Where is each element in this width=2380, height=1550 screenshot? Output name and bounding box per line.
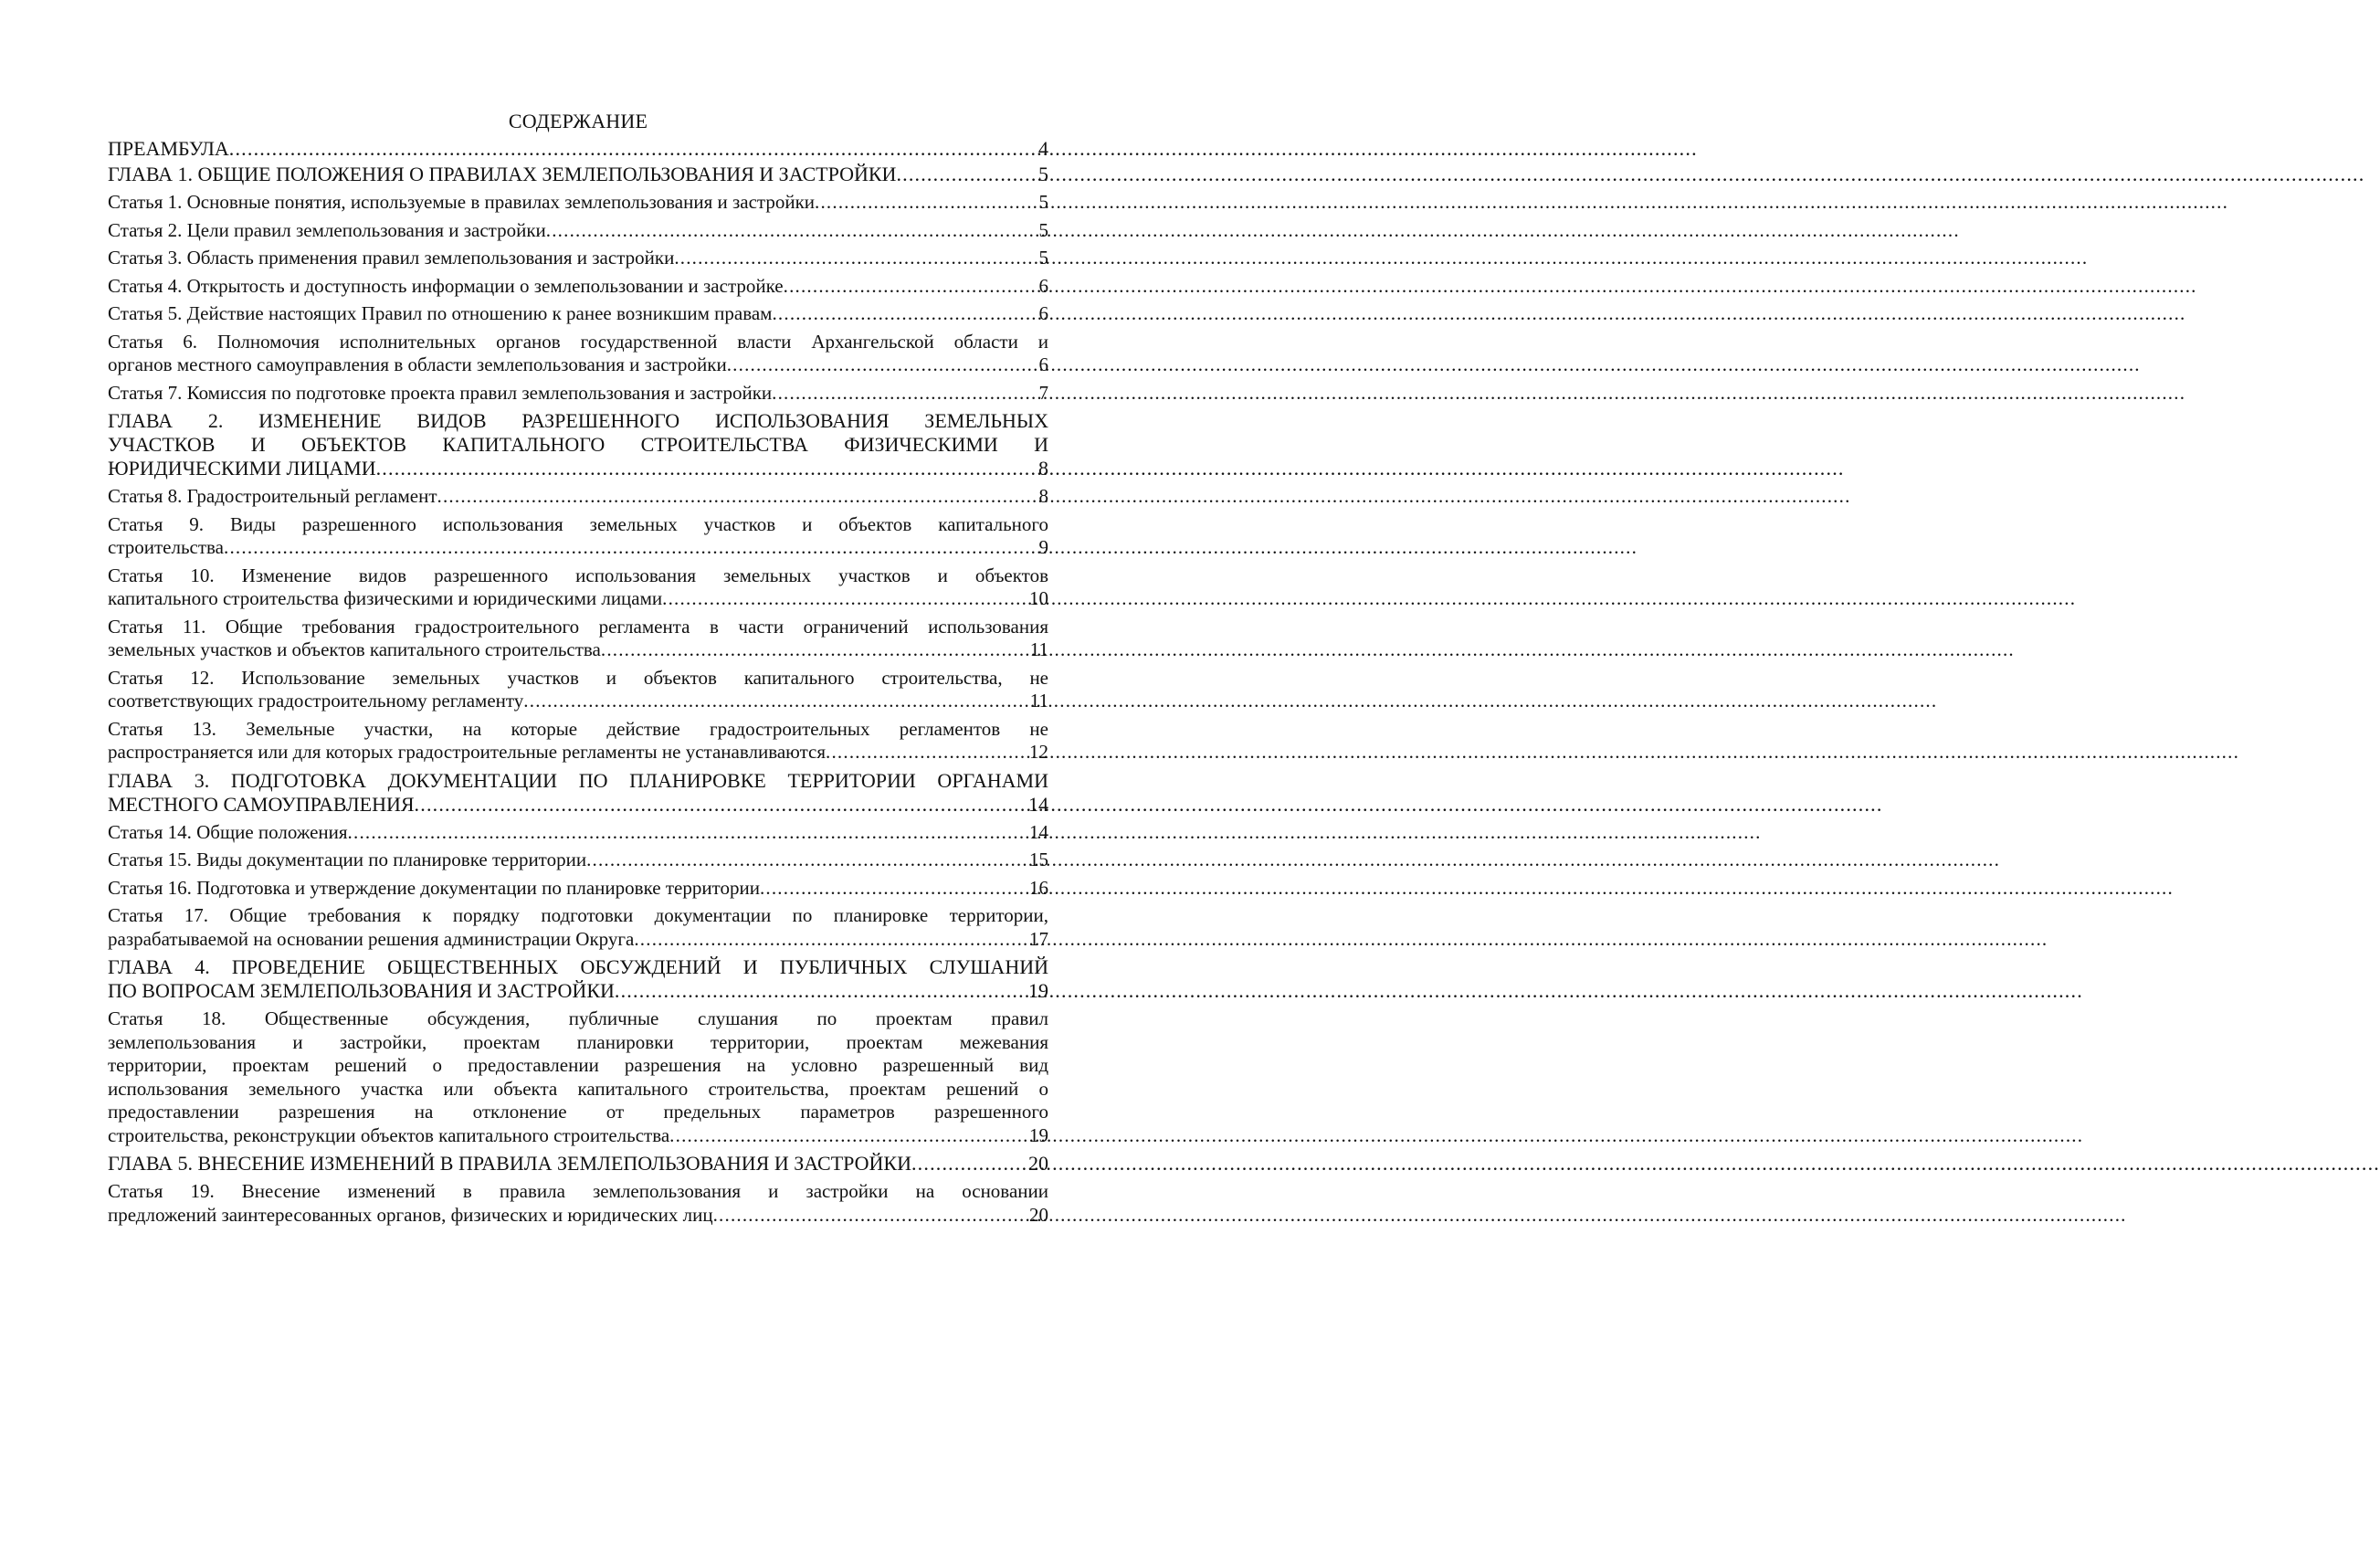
toc-entry-leader-row: [108, 353, 1048, 377]
toc-entry-article[interactable]: [108, 667, 1048, 713]
toc-entry-text-line: использования земельного участка или объекта капитального строительства, проектам решений о: [108, 1077, 1048, 1100]
toc-page-number: 8: [1038, 457, 1048, 480]
toc-page-number: 5: [1038, 191, 1048, 213]
toc-entry-article[interactable]: [108, 821, 1048, 845]
toc-entry-text: ЮРИДИЧЕСКИМИ ЛИЦАМИ: [108, 457, 376, 480]
toc-entry-text: ПО ВОПРОСАМ ЗЕМЛЕПОЛЬЗОВАНИЯ И ЗАСТРОЙКИ: [108, 979, 615, 1002]
toc-entry-chapter[interactable]: [108, 409, 1048, 480]
toc-list: [108, 137, 1048, 1227]
leader-dots: [911, 1152, 1025, 1176]
leader-dots: [727, 353, 1036, 377]
toc-entry-article[interactable]: [108, 331, 1048, 377]
toc-entry-text-line: Статья 19. Внесение изменений в правила землепользования и застройки на основании: [108, 1180, 1048, 1202]
toc-entry-article[interactable]: [108, 564, 1048, 611]
leader-dots: [437, 485, 1036, 509]
leader-dots: [760, 877, 1026, 901]
toc-entry-leader-row: [108, 877, 1048, 901]
leader-dots: [224, 536, 1035, 560]
toc-entry-leader-row: [108, 741, 1048, 764]
toc-page-number: 4: [1038, 137, 1048, 160]
toc-entry-text: Статья 14. Общие положения: [108, 820, 348, 843]
toc-entry-article[interactable]: [108, 849, 1048, 872]
toc-entry-leader-row: [108, 849, 1048, 872]
toc-entry-article[interactable]: [108, 219, 1048, 243]
toc-entry-chapter[interactable]: [108, 769, 1048, 817]
toc-page-number: 15: [1029, 849, 1048, 870]
leader-dots: [634, 928, 1026, 952]
toc-entry-leader-row: [108, 928, 1048, 952]
toc-page-number: 6: [1038, 274, 1048, 297]
toc-entry-text-line: Статья 6. Полномочия исполнительных органов государственной власти Архангельской области и: [108, 330, 1048, 353]
toc-entry-leader-row: [108, 1152, 1048, 1176]
toc-entry-text: Статья 2. Цели правил землепользования и застройки: [108, 218, 546, 241]
toc-entry-text-line: ГЛАВА 4. ПРОВЕДЕНИЕ ОБЩЕСТВЕННЫХ ОБСУЖДЕНИЙ И ПУБЛИЧНЫХ СЛУШАНИЙ: [108, 955, 1048, 978]
toc-entry-leader-row: [108, 1124, 1048, 1148]
leader-dots: [669, 1124, 1026, 1148]
toc-entry-text-line: Статья 17. Общие требования к порядку подготовки документации по планировке территории,: [108, 904, 1048, 926]
toc-entry-article[interactable]: [108, 382, 1048, 406]
leader-dots: [772, 302, 1035, 326]
toc-entry-leader-row: [108, 793, 1048, 817]
toc-entry-leader-row: [108, 191, 1048, 215]
toc-entry-text: Статья 15. Виды документации по планировке территории: [108, 849, 587, 870]
toc-entry-text-line: Статья 13. Земельные участки, на которые действие градостроительных регламентов не: [108, 717, 1048, 740]
document-page: [108, 108, 1048, 1231]
toc-page-number: 11: [1029, 638, 1048, 660]
toc-entry-leader-row: [108, 821, 1048, 845]
toc-page-number: 14: [1028, 792, 1048, 816]
toc-entry-chapter[interactable]: [108, 163, 1048, 186]
toc-entry-text: ГЛАВА 5. ВНЕСЕНИЕ ИЗМЕНЕНИЙ В ПРАВИЛА ЗЕМЛЕПОЛЬЗОВАНИЯ И ЗАСТРОЙКИ: [108, 1152, 911, 1175]
toc-entry-leader-row: [108, 382, 1048, 406]
toc-entry-leader-row: [108, 1204, 1048, 1228]
leader-dots: [415, 793, 1025, 817]
toc-entry-text: МЕСТНОГО САМОУПРАВЛЕНИЯ: [108, 792, 415, 816]
toc-entry-text: разрабатываемой на основании решения администрации Округа: [108, 927, 635, 950]
leader-dots: [601, 638, 1027, 662]
toc-page-number: 17: [1029, 927, 1048, 950]
toc-entry-text: ПРЕАМБУЛА: [108, 137, 229, 160]
leader-dots: [772, 382, 1035, 406]
toc-page-number: 5: [1038, 247, 1048, 269]
toc-page-number: 11: [1029, 690, 1048, 712]
toc-entry-article[interactable]: [108, 718, 1048, 764]
toc-page-number: 14: [1029, 820, 1048, 843]
toc-entry-leader-row: [108, 275, 1048, 299]
toc-entry-preamble[interactable]: [108, 137, 1048, 161]
toc-page-number: 6: [1038, 302, 1048, 324]
toc-entry-text-line: Статья 11. Общие требования градостроительного регламента в части ограничений использования: [108, 615, 1048, 638]
leader-dots: [229, 137, 1035, 161]
toc-entry-article[interactable]: [108, 302, 1048, 326]
toc-entry-text: Статья 7. Комиссия по подготовке проекта правил землепользования и застройки: [108, 381, 773, 404]
toc-entry-text: Статья 4. Открытость и доступность информации о землепользовании и застройке: [108, 274, 784, 297]
leader-dots: [784, 275, 1036, 299]
leader-dots: [674, 247, 1035, 270]
leader-dots: [896, 163, 1035, 186]
toc-entry-text: органов местного самоуправления в области землепользования и застройки: [108, 353, 727, 375]
toc-entry-text-line: предоставлении разрешения на отклонение от предельных параметров разрешенного: [108, 1101, 1048, 1123]
toc-entry-text-line: территории, проектам решений о предоставлении разрешения на условно разрешенный вид: [108, 1054, 1048, 1076]
toc-entry-text: Статья 8. Градостроительный регламент: [108, 485, 437, 507]
toc-entry-text-line: Статья 12. Использование земельных участков и объектов капитального строительства, не: [108, 666, 1048, 689]
leader-dots: [815, 191, 1035, 215]
toc-entry-leader-row: [108, 219, 1048, 243]
toc-entry-leader-row: [108, 587, 1048, 611]
toc-page-number: 20: [1028, 1152, 1048, 1175]
toc-entry-text: предложений заинтересованных органов, физических и юридических лиц: [108, 1203, 713, 1226]
toc-page-number: 5: [1038, 218, 1048, 241]
toc-entry-chapter[interactable]: [108, 1152, 1048, 1176]
toc-entry-leader-row: [108, 536, 1048, 560]
leader-dots: [713, 1204, 1026, 1228]
toc-entry-text: строительства: [108, 536, 225, 558]
toc-entry-leader-row: [108, 137, 1048, 161]
toc-entry-text-line: Статья 10. Изменение видов разрешенного использования земельных участков и объектов: [108, 564, 1048, 586]
toc-page-number: 19: [1029, 1123, 1048, 1146]
toc-entry-article[interactable]: [108, 485, 1048, 509]
toc-page-number: 20: [1029, 1203, 1048, 1226]
leader-dots: [376, 457, 1035, 480]
toc-entry-text: ГЛАВА 1. ОБЩИЕ ПОЛОЖЕНИЯ О ПРАВИЛАХ ЗЕМЛЕПОЛЬЗОВАНИЯ И ЗАСТРОЙКИ: [108, 163, 897, 185]
leader-dots: [348, 821, 1026, 845]
toc-entry-text-line: землепользования и застройки, проектам планировки территории, проектам межевания: [108, 1030, 1048, 1053]
toc-entry-text: капитального строительства физическими и юридическими лицами: [108, 587, 663, 609]
toc-entry-text-line: ГЛАВА 2. ИЗМЕНЕНИЕ ВИДОВ РАЗРЕШЕННОГО ИСПОЛЬЗОВАНИЯ ЗЕМЕЛЬНЫХ: [108, 409, 1048, 432]
toc-entry-article[interactable]: [108, 877, 1048, 901]
toc-entry-text: Статья 1. Основные понятия, используемые в правилах землепользования и застройки: [108, 191, 816, 213]
toc-entry-leader-row: [108, 302, 1048, 326]
toc-entry-text: Статья 5. Действие настоящих Правил по отношению к ранее возникшим правам: [108, 302, 773, 324]
toc-title: СОДЕРЖАНИЕ: [508, 110, 648, 132]
toc-entry-text: Статья 16. Подготовка и утверждение документации по планировке территории: [108, 876, 760, 899]
toc-entry-text: соответствующих градостроительному регламенту: [108, 690, 524, 712]
toc-page-number: 6: [1038, 353, 1048, 375]
toc-entry-leader-row: [108, 690, 1048, 713]
toc-entry-article[interactable]: [108, 616, 1048, 662]
toc-entry-text: земельных участков и объектов капитального строительства: [108, 638, 601, 660]
toc-entry-article[interactable]: [108, 513, 1048, 560]
toc-entry-leader-row: [108, 163, 1048, 186]
toc-page-number: 19: [1028, 979, 1048, 1002]
leader-dots: [523, 690, 1026, 713]
toc-entry-chapter[interactable]: [108, 955, 1048, 1003]
toc-page-number: 8: [1038, 485, 1048, 507]
leader-dots: [586, 849, 1026, 872]
leader-dots: [546, 219, 1036, 243]
toc-page-number: 7: [1038, 381, 1048, 404]
toc-entry-leader-row: [108, 979, 1048, 1003]
toc-entry-text-line: Статья 18. Общественные обсуждения, публичные слушания по проектам правил: [108, 1007, 1048, 1029]
toc-page-number: 16: [1029, 876, 1048, 899]
toc-page-number: 10: [1029, 587, 1048, 609]
leader-dots: [826, 741, 1026, 764]
toc-entry-text: строительства, реконструкции объектов капитального строительства: [108, 1123, 670, 1146]
toc-page-number: 12: [1029, 741, 1048, 763]
toc-entry-article[interactable]: [108, 904, 1048, 951]
toc-entry-leader-row: [108, 485, 1048, 509]
toc-entry-article[interactable]: [108, 191, 1048, 215]
toc-entry-text: Статья 3. Область применения правил землепользования и застройки: [108, 247, 675, 269]
toc-entry-text-line: ГЛАВА 3. ПОДГОТОВКА ДОКУМЕНТАЦИИ ПО ПЛАНИРОВКЕ ТЕРРИТОРИИ ОРГАНАМИ: [108, 768, 1048, 792]
toc-page-number: 9: [1038, 536, 1048, 558]
toc-entry-article[interactable]: [108, 275, 1048, 299]
toc-entry-text-line: УЧАСТКОВ И ОБЪЕКТОВ КАПИТАЛЬНОГО СТРОИТЕЛЬСТВА ФИЗИЧЕСКИМИ И: [108, 433, 1048, 456]
leader-dots: [662, 587, 1026, 611]
toc-entry-leader-row: [108, 457, 1048, 480]
toc-entry-leader-row: [108, 247, 1048, 270]
toc-entry-text-line: Статья 9. Виды разрешенного использования земельных участков и объектов капитального: [108, 512, 1048, 535]
toc-entry-article[interactable]: [108, 247, 1048, 270]
toc-entry-article[interactable]: [108, 1180, 1048, 1227]
toc-entry-leader-row: [108, 638, 1048, 662]
leader-dots: [615, 979, 1025, 1003]
toc-page-number: 5: [1038, 163, 1048, 185]
toc-entry-text: распространяется или для которых градостроительные регламенты не устанавливаются: [108, 741, 827, 763]
toc-entry-article[interactable]: [108, 1007, 1048, 1147]
